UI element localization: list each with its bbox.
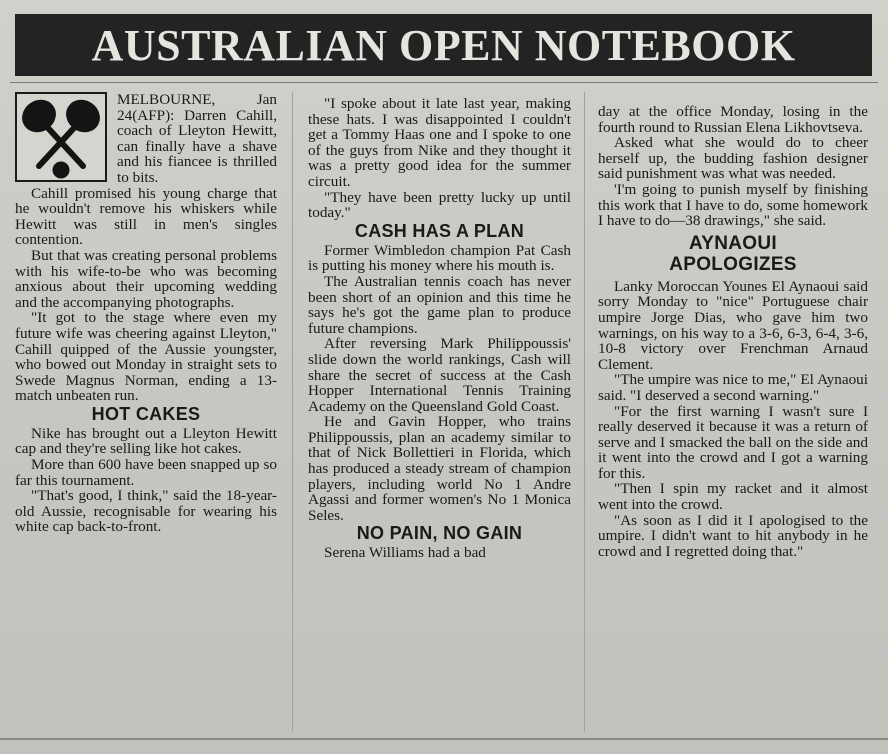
crossed-tennis-rackets-icon: [17, 94, 105, 180]
section-heading: NO PAIN, NO GAIN: [356, 523, 523, 544]
paragraph: "They have been pretty lucky up until today.": [308, 188, 571, 222]
paragraph: "I spoke about it late last year, making these hats. I was disappointed I couldn't get a Tommy Haas one and I spoke to one of the guys from Nike and they thought it was a pretty good idea for the summer circuit.: [308, 95, 571, 190]
article-column-3: [598, 104, 868, 559]
paragraph: Lanky Moroccan Younes El Aynaoui said sorry Monday to "nice" Portuguese chair umpire Jorge Dias, who gave him two warnings, on his way to a 3-6, 6-3, 6-4, 3-6, 10-8 victory over Frenchman Arnaud Clement.: [598, 277, 868, 373]
paragraph: "As soon as I did it I apologised to the umpire. I didn't want to hit anybody in he crowd and I regretted doing that.": [598, 511, 868, 560]
tennis-logo: [15, 92, 107, 182]
masthead-title: AUSTRALIAN OPEN NOTEBOOK: [15, 14, 872, 76]
section-heading-line: APOLOGIZES: [669, 253, 797, 275]
paragraph: Former Wimbledon champion Pat Cash is putting his money where his mouth is.: [308, 241, 571, 275]
article-column-2: [308, 96, 571, 561]
paragraph: The Australian tennis coach has never been short of an opinion and this time he says he's got the game plan to produce future champions.: [308, 272, 571, 337]
paragraph: Nike has brought out a Lleyton Hewitt cap and they're selling like hot cakes.: [15, 424, 277, 458]
paragraph: Asked what she would do to cheer herself up, the budding fashion designer said punishment was what was needed.: [598, 134, 868, 183]
paragraph: But that was creating personal problems with his wife-to-be who was becoming anxious about their upcoming wedding and the accompanying photographs.: [15, 246, 277, 311]
paragraph: Serena Williams had a bad: [324, 544, 486, 562]
paragraph: Cahill promised his young charge that he wouldn't remove his whiskers while Hewitt was still in men's singles contention.: [15, 184, 277, 249]
paragraph: "Then I spin my racket and it almost went into the crowd.: [598, 480, 868, 514]
column-divider: [292, 92, 293, 732]
article-column-1: [15, 92, 277, 535]
column-divider: [584, 92, 585, 732]
section-heading: HOT CAKES: [91, 403, 201, 424]
masthead-rule: [10, 82, 878, 83]
paragraph: "It got to the stage where even my future wife was cheering against Lleyton," Cahill quipped of the Aussie youngster, who bowed out Monday in straight sets to Swede Magnus Norman, ending a 13-match unbeaten run.: [15, 309, 277, 405]
section-heading: [598, 233, 868, 275]
paragraph: More than 600 have been snapped up so far this tournament.: [15, 456, 277, 489]
paragraph: day at the office Monday, losing in the fourth round to Russian Elena Likhovtseva.: [598, 103, 868, 136]
section-heading-line: AYNAOUI: [689, 232, 777, 254]
paragraph: 'I'm going to punish myself by finishing this work that I have to do, some homework I have to do—38 drawings," she said.: [598, 180, 868, 230]
paragraph: He and Gavin Hopper, who trains Philippoussis, plan an academy similar to that of Nick Bollettieri in Florida, which has produced a steady stream of champion players, including world No 1 Andre Agassi and former women's No 1 Monica Seles.: [308, 413, 571, 524]
paragraph: "The umpire was nice to me," El Aynaoui said. "I deserved a second warning.": [598, 371, 868, 404]
bottom-rule: [0, 738, 888, 740]
paragraph: "That's good, I think," said the 18-year-old Aussie, recognisable for wearing his white cap back-to-front.: [15, 487, 277, 536]
paragraph: After reversing Mark Philippoussis' slide down the world rankings, Cash will share the secret of success at the Cash Hopper International Tennis Training Academy on the Queensland Gold Coast.: [308, 335, 571, 415]
paragraph: MELBOURNE, Jan 24(AFP): Darren Cahill, coach of Lleyton Hewitt, can finally have a shave and his fiancee is thrilled to bits.: [117, 91, 277, 186]
paragraph: "For the first warning I wasn't sure I really deserved it because it was a return of serve and I smacked the ball on the side and it went into the crowd and I got a warning for this.: [598, 402, 868, 482]
section-heading: CASH HAS A PLAN: [354, 220, 525, 241]
